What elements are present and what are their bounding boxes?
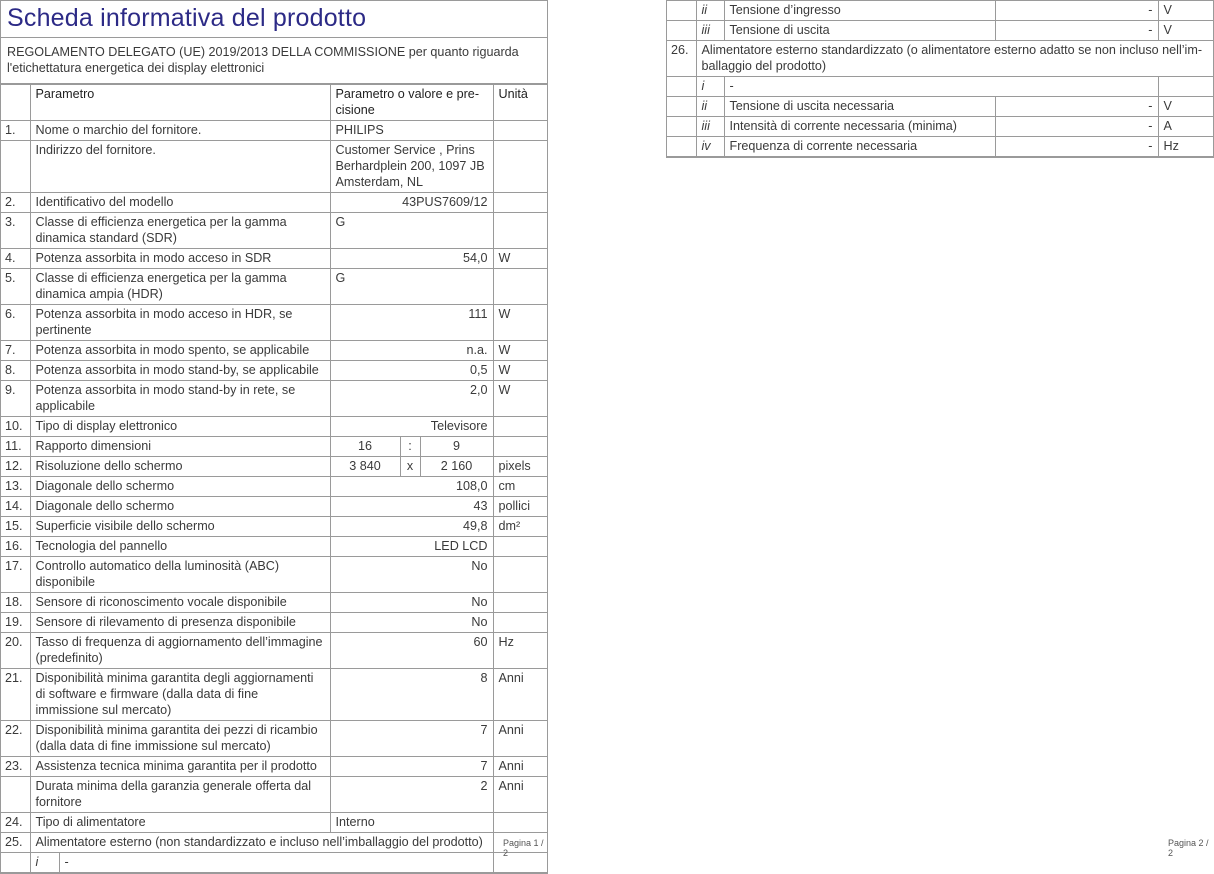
table-row bbox=[1, 121, 547, 141]
row-number: 26. bbox=[667, 41, 696, 77]
row-number: 8. bbox=[1, 361, 30, 381]
row-number: 25. bbox=[1, 833, 30, 853]
row-number: 6. bbox=[1, 305, 30, 341]
table-row bbox=[1, 613, 547, 633]
row-unit bbox=[493, 437, 547, 457]
row-unit: pixels bbox=[493, 457, 547, 477]
sub-index: ii bbox=[696, 97, 724, 117]
table-row bbox=[1, 457, 547, 477]
row-unit: Anni bbox=[493, 757, 547, 777]
row-value: G bbox=[330, 213, 493, 249]
table-row bbox=[1, 193, 547, 213]
sub-index: iii bbox=[696, 117, 724, 137]
table-row bbox=[1, 269, 547, 305]
row-number: 1. bbox=[1, 121, 30, 141]
page-footer-2: Pagina 2 / 2 bbox=[1168, 838, 1209, 858]
sub-index: iv bbox=[696, 137, 724, 157]
row-value: 111 bbox=[330, 305, 493, 341]
table-row bbox=[1, 593, 547, 613]
table-row bbox=[1, 249, 547, 269]
row-label: Tensione d’ingresso bbox=[724, 1, 995, 21]
row-number: 10. bbox=[1, 417, 30, 437]
row-value: 54,0 bbox=[330, 249, 493, 269]
row-value: 60 bbox=[330, 633, 493, 669]
row-number: 13. bbox=[1, 477, 30, 497]
row-value-b: 2 160 bbox=[420, 457, 493, 477]
row-unit: dm² bbox=[493, 517, 547, 537]
table-row bbox=[1, 517, 547, 537]
table-row bbox=[1, 669, 547, 721]
table-row bbox=[667, 77, 1214, 97]
row-unit bbox=[493, 193, 547, 213]
row-number bbox=[1, 777, 30, 813]
row-unit bbox=[493, 613, 547, 633]
row-unit: W bbox=[493, 381, 547, 417]
row-value: 7 bbox=[330, 721, 493, 757]
row-value: n.a. bbox=[330, 341, 493, 361]
sub-index: i bbox=[696, 77, 724, 97]
table-row bbox=[1, 497, 547, 517]
row-number bbox=[1, 141, 30, 193]
table-row bbox=[667, 1, 1214, 21]
row-label: Tipo di display elettronico bbox=[30, 417, 330, 437]
table-row bbox=[1, 341, 547, 361]
row-unit: Anni bbox=[493, 777, 547, 813]
row-label: Tensione di uscita bbox=[724, 21, 995, 41]
row-number: 23. bbox=[1, 757, 30, 777]
row-label: Diagonale dello schermo bbox=[30, 497, 330, 517]
table-row bbox=[1, 721, 547, 757]
table-row bbox=[1, 853, 547, 873]
row-unit: Anni bbox=[493, 721, 547, 757]
table-row bbox=[1, 633, 547, 669]
row-number: 2. bbox=[1, 193, 30, 213]
row-unit: W bbox=[493, 341, 547, 361]
row-label: Risoluzione dello schermo bbox=[30, 457, 330, 477]
row-value: No bbox=[330, 593, 493, 613]
row-number: 12. bbox=[1, 457, 30, 477]
row-label: Sensore di riconoscimento vocale disponibile bbox=[30, 593, 330, 613]
sub-index: i bbox=[31, 853, 60, 872]
row-value: - bbox=[995, 1, 1158, 21]
parameters-table-continued bbox=[667, 0, 1214, 157]
row-value: 0,5 bbox=[330, 361, 493, 381]
row-label: Potenza assorbita in modo acceso in SDR bbox=[30, 249, 330, 269]
row-label: Alimentatore esterno standardizzato (o alimentatore esterno adatto se non incluso nell’imballaggio del prodotto) bbox=[696, 41, 1214, 77]
row-unit: pollici bbox=[493, 497, 547, 517]
regulation-text: REGOLAMENTO DELEGATO (UE) 2019/2013 DELLA COMMISSIONE per quanto riguarda l'etichettatura energetica dei display elettronici bbox=[1, 38, 547, 84]
row-label: Nome o marchio del fornitore. bbox=[30, 121, 330, 141]
table-row bbox=[1, 437, 547, 457]
row-label: Classe di efficienza energetica per la gamma dinamica standard (SDR) bbox=[30, 213, 330, 249]
row-number: 14. bbox=[1, 497, 30, 517]
table-header-row bbox=[1, 85, 547, 121]
row-number: 3. bbox=[1, 213, 30, 249]
row-value: - bbox=[724, 77, 1158, 97]
row-number: 9. bbox=[1, 381, 30, 417]
table-row bbox=[1, 757, 547, 777]
row-unit bbox=[493, 593, 547, 613]
row-label: Tecnologia del pannello bbox=[30, 537, 330, 557]
header-value: Parametro o valore e precisione bbox=[330, 85, 493, 121]
row-unit: W bbox=[493, 305, 547, 341]
row-label: Sensore di rilevamento di presenza disponibile bbox=[30, 613, 330, 633]
row-value: LED LCD bbox=[330, 537, 493, 557]
row-number: 5. bbox=[1, 269, 30, 305]
table-row bbox=[1, 141, 547, 193]
row-unit: A bbox=[1158, 117, 1214, 137]
row-label: Rapporto dimensioni bbox=[30, 437, 330, 457]
table-row bbox=[1, 813, 547, 833]
row-unit bbox=[493, 417, 547, 437]
table-row bbox=[667, 21, 1214, 41]
row-value-a: 3 840 bbox=[330, 457, 400, 477]
row-label: Frequenza di corrente necessaria bbox=[724, 137, 995, 157]
row-unit bbox=[493, 537, 547, 557]
row-unit: W bbox=[493, 361, 547, 381]
row-label: Diagonale dello schermo bbox=[30, 477, 330, 497]
row-number: 24. bbox=[1, 813, 30, 833]
row-value: 43PUS7609/12 bbox=[330, 193, 493, 213]
table-row bbox=[667, 97, 1214, 117]
row-value: 2,0 bbox=[330, 381, 493, 417]
row-value: No bbox=[330, 613, 493, 633]
sub-index: iii bbox=[696, 21, 724, 41]
row-value: 7 bbox=[330, 757, 493, 777]
row-unit: V bbox=[1158, 21, 1214, 41]
page-1 bbox=[0, 0, 548, 874]
row-value: No bbox=[330, 557, 493, 593]
row-number: 15. bbox=[1, 517, 30, 537]
row-label: Tasso di frequenza di aggiornamento dell’immagine (predefinito) bbox=[30, 633, 330, 669]
row-value: - bbox=[64, 855, 69, 869]
table-row bbox=[667, 117, 1214, 137]
table-row bbox=[1, 557, 547, 593]
row-unit bbox=[493, 121, 547, 141]
table-row bbox=[1, 213, 547, 249]
row-number: 16. bbox=[1, 537, 30, 557]
row-unit: V bbox=[1158, 97, 1214, 117]
row-number: 21. bbox=[1, 669, 30, 721]
row-label: Assistenza tecnica minima garantita per il prodotto bbox=[30, 757, 330, 777]
row-unit: Hz bbox=[493, 633, 547, 669]
row-value: - bbox=[995, 117, 1158, 137]
row-value: PHILIPS bbox=[330, 121, 493, 141]
row-unit: W bbox=[493, 249, 547, 269]
product-sheet-box bbox=[0, 0, 548, 874]
row-value: 8 bbox=[330, 669, 493, 721]
row-value-b: 9 bbox=[420, 437, 493, 457]
row-value-separator: x bbox=[400, 457, 420, 477]
row-value: - bbox=[995, 21, 1158, 41]
row-number: 4. bbox=[1, 249, 30, 269]
row-label: Indirizzo del fornitore. bbox=[30, 141, 330, 193]
row-label: Disponibilità minima garantita degli aggiornamenti di software e firmware (dalla data di fine immissione sul mercato) bbox=[30, 669, 330, 721]
row-label: Disponibilità minima garantita dei pezzi di ricambio (dalla data di fine immissione sul mercato) bbox=[30, 721, 330, 757]
row-unit bbox=[493, 269, 547, 305]
row-number: 20. bbox=[1, 633, 30, 669]
table-row bbox=[1, 777, 547, 813]
row-label: Controllo automatico della luminosità (ABC) disponibile bbox=[30, 557, 330, 593]
row-value: - bbox=[995, 137, 1158, 157]
table-row bbox=[1, 381, 547, 417]
row-value-a: 16 bbox=[330, 437, 400, 457]
page-2 bbox=[666, 0, 1214, 858]
continuation-box bbox=[666, 0, 1214, 158]
row-unit: Anni bbox=[493, 669, 547, 721]
row-value: Interno bbox=[330, 813, 493, 833]
page-title: Scheda informativa del prodotto bbox=[1, 1, 547, 38]
row-label: Alimentatore esterno (non standardizzato e incluso nell’imballaggio del prodotto) bbox=[30, 833, 493, 853]
row-value: 49,8 bbox=[330, 517, 493, 537]
row-unit: V bbox=[1158, 1, 1214, 21]
row-number: 17. bbox=[1, 557, 30, 593]
row-number: 11. bbox=[1, 437, 30, 457]
table-row bbox=[1, 537, 547, 557]
row-value: G bbox=[330, 269, 493, 305]
row-number: 7. bbox=[1, 341, 30, 361]
sub-index: ii bbox=[696, 1, 724, 21]
row-label: Durata minima della garanzia generale offerta dal fornitore bbox=[30, 777, 330, 813]
table-row bbox=[1, 417, 547, 437]
row-number: 22. bbox=[1, 721, 30, 757]
row-label: Potenza assorbita in modo spento, se applicabile bbox=[30, 341, 330, 361]
row-label: Potenza assorbita in modo stand-by, se applicabile bbox=[30, 361, 330, 381]
table-row bbox=[1, 361, 547, 381]
row-label: Intensità di corrente necessaria (minima) bbox=[724, 117, 995, 137]
row-label: Tipo di alimentatore bbox=[30, 813, 330, 833]
row-value: 2 bbox=[330, 777, 493, 813]
row-label: Identificativo del modello bbox=[30, 193, 330, 213]
row-value-separator: : bbox=[400, 437, 420, 457]
row-value: 108,0 bbox=[330, 477, 493, 497]
row-label: Potenza assorbita in modo acceso in HDR, se pertinente bbox=[30, 305, 330, 341]
row-value: - bbox=[995, 97, 1158, 117]
row-number: 19. bbox=[1, 613, 30, 633]
row-value: Televisore bbox=[330, 417, 493, 437]
row-label: Classe di efficienza energetica per la gamma dinamica ampia (HDR) bbox=[30, 269, 330, 305]
header-param: Parametro bbox=[30, 85, 330, 121]
table-row bbox=[1, 477, 547, 497]
parameters-table bbox=[1, 84, 548, 873]
header-unit: Unità bbox=[493, 85, 547, 121]
row-unit bbox=[493, 813, 547, 833]
row-unit bbox=[493, 213, 547, 249]
row-number: 18. bbox=[1, 593, 30, 613]
table-row bbox=[667, 137, 1214, 157]
row-unit: cm bbox=[493, 477, 547, 497]
row-label: Tensione di uscita necessaria bbox=[724, 97, 995, 117]
row-unit bbox=[493, 557, 547, 593]
row-unit bbox=[493, 141, 547, 193]
table-row bbox=[1, 305, 547, 341]
row-value: Customer Service , Prins Berhardplein 200, 1097 JB Amsterdam, NL bbox=[330, 141, 493, 193]
table-row bbox=[667, 41, 1214, 77]
row-unit: Hz bbox=[1158, 137, 1214, 157]
page-footer: Pagina 1 / 2 bbox=[503, 838, 544, 858]
row-label: Potenza assorbita in modo stand-by in rete, se applicabile bbox=[30, 381, 330, 417]
row-value: 43 bbox=[330, 497, 493, 517]
row-label: Superficie visibile dello schermo bbox=[30, 517, 330, 537]
